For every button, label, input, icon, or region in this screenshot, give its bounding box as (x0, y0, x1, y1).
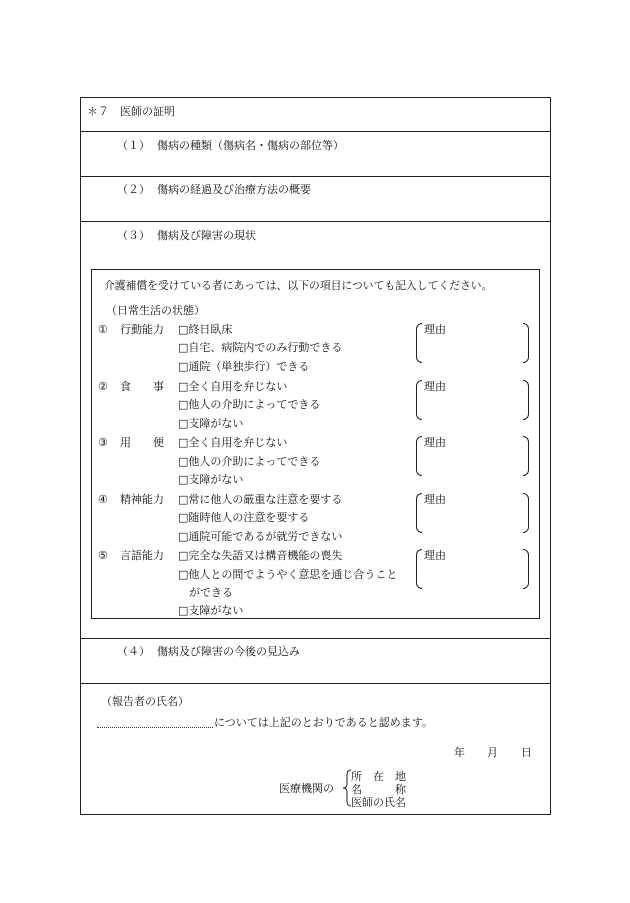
divider (81, 221, 550, 222)
checkbox-option[interactable]: □終日臥床 (178, 323, 233, 336)
reason-bracket-left (416, 549, 422, 589)
care-intro: 介護補償を受けている者にあっては、以下の項目についても記入してください。 (104, 279, 493, 292)
checkbox-option[interactable]: □他人との間でようやく意思を通じ合うこと (178, 568, 398, 581)
section-title: ＊７ 医師の証明 (87, 105, 175, 118)
reason-bracket-right (523, 493, 529, 533)
row-label: 精神能力 (120, 493, 164, 506)
reason-bracket-left (416, 323, 422, 363)
checkbox-option[interactable]: □支障がない (178, 417, 244, 430)
row-label: 食 事 (120, 380, 164, 393)
checkbox-option[interactable]: □他人の介助によってできる (178, 455, 321, 468)
doctor-name-label: 医師の氏名 (351, 796, 406, 809)
reason-bracket-right (523, 323, 529, 363)
date-year: 年 (454, 746, 465, 759)
item3-number: （３） (117, 229, 150, 242)
certification-statement: については上記のとおりであると認めます。 (214, 716, 433, 729)
item4-number: （４） (117, 645, 150, 658)
reason-bracket-right (523, 380, 529, 420)
checkbox-option[interactable]: □随時他人の注意を要する (178, 511, 310, 524)
institution-address-label: 所 在 地 (351, 770, 406, 783)
checkbox-option[interactable]: □完全な失語又は構音機能の喪失 (178, 549, 343, 562)
care-status-box (91, 269, 540, 619)
row-number: ② (98, 380, 108, 393)
reason-bracket-left (416, 436, 422, 476)
reason-label: 理由 (424, 323, 446, 336)
reason-bracket-right (523, 436, 529, 476)
row-label: 言語能力 (120, 549, 164, 562)
item1-number: （１） (117, 139, 150, 152)
checkbox-option[interactable]: □全く自用を弁じない (178, 436, 288, 449)
item2-number: （２） (117, 183, 150, 196)
item2-label: 傷病の経過及び治療方法の概要 (157, 183, 311, 196)
divider (81, 176, 550, 177)
checkbox-option[interactable]: □他人の介助によってできる (178, 398, 321, 411)
checkbox-option[interactable]: □支障がない (178, 473, 244, 486)
divider (81, 638, 550, 639)
checkbox-option[interactable]: □支障がない (178, 604, 244, 617)
reason-label: 理由 (424, 493, 446, 506)
row-number: ⑤ (98, 549, 108, 562)
item4-label: 傷病及び障害の今後の見込み (157, 645, 300, 658)
doctor-certificate-form (80, 97, 551, 815)
institution-name-label: 名 称 (351, 783, 406, 796)
row-number: ④ (98, 493, 108, 506)
divider (81, 131, 550, 132)
divider (81, 683, 550, 684)
reporter-name-line[interactable] (97, 727, 213, 728)
daily-life-header: （日常生活の状態） (106, 304, 205, 317)
item1-label: 傷病の種類（傷病名・傷病の部位等） (157, 139, 344, 152)
reason-bracket-left (416, 493, 422, 533)
reason-bracket-right (523, 549, 529, 589)
row-label: 行動能力 (120, 323, 164, 336)
item3-label: 傷病及び障害の現状 (157, 229, 256, 242)
date-day: 日 (521, 746, 532, 759)
reporter-label: （報告者の氏名） (101, 695, 189, 708)
checkbox-option[interactable]: □自宅、病院内でのみ行動できる (178, 341, 343, 354)
reason-bracket-left (416, 380, 422, 420)
checkbox-option[interactable]: □通院（単独歩行）できる (178, 360, 310, 373)
date-month: 月 (487, 746, 498, 759)
row-number: ① (98, 323, 108, 336)
row-number: ③ (98, 436, 108, 449)
reason-label: 理由 (424, 436, 446, 449)
institution-prefix: 医療機関の (279, 782, 334, 795)
checkbox-option[interactable]: □常に他人の厳重な注意を要する (178, 493, 343, 506)
checkbox-option[interactable]: □全く自用を弁じない (178, 380, 288, 393)
checkbox-option[interactable]: □通院可能であるが就労できない (178, 530, 343, 543)
reason-label: 理由 (424, 549, 446, 562)
checkbox-option-continuation: ができる (178, 586, 233, 599)
row-label: 用 便 (120, 436, 164, 449)
reason-label: 理由 (424, 380, 446, 393)
